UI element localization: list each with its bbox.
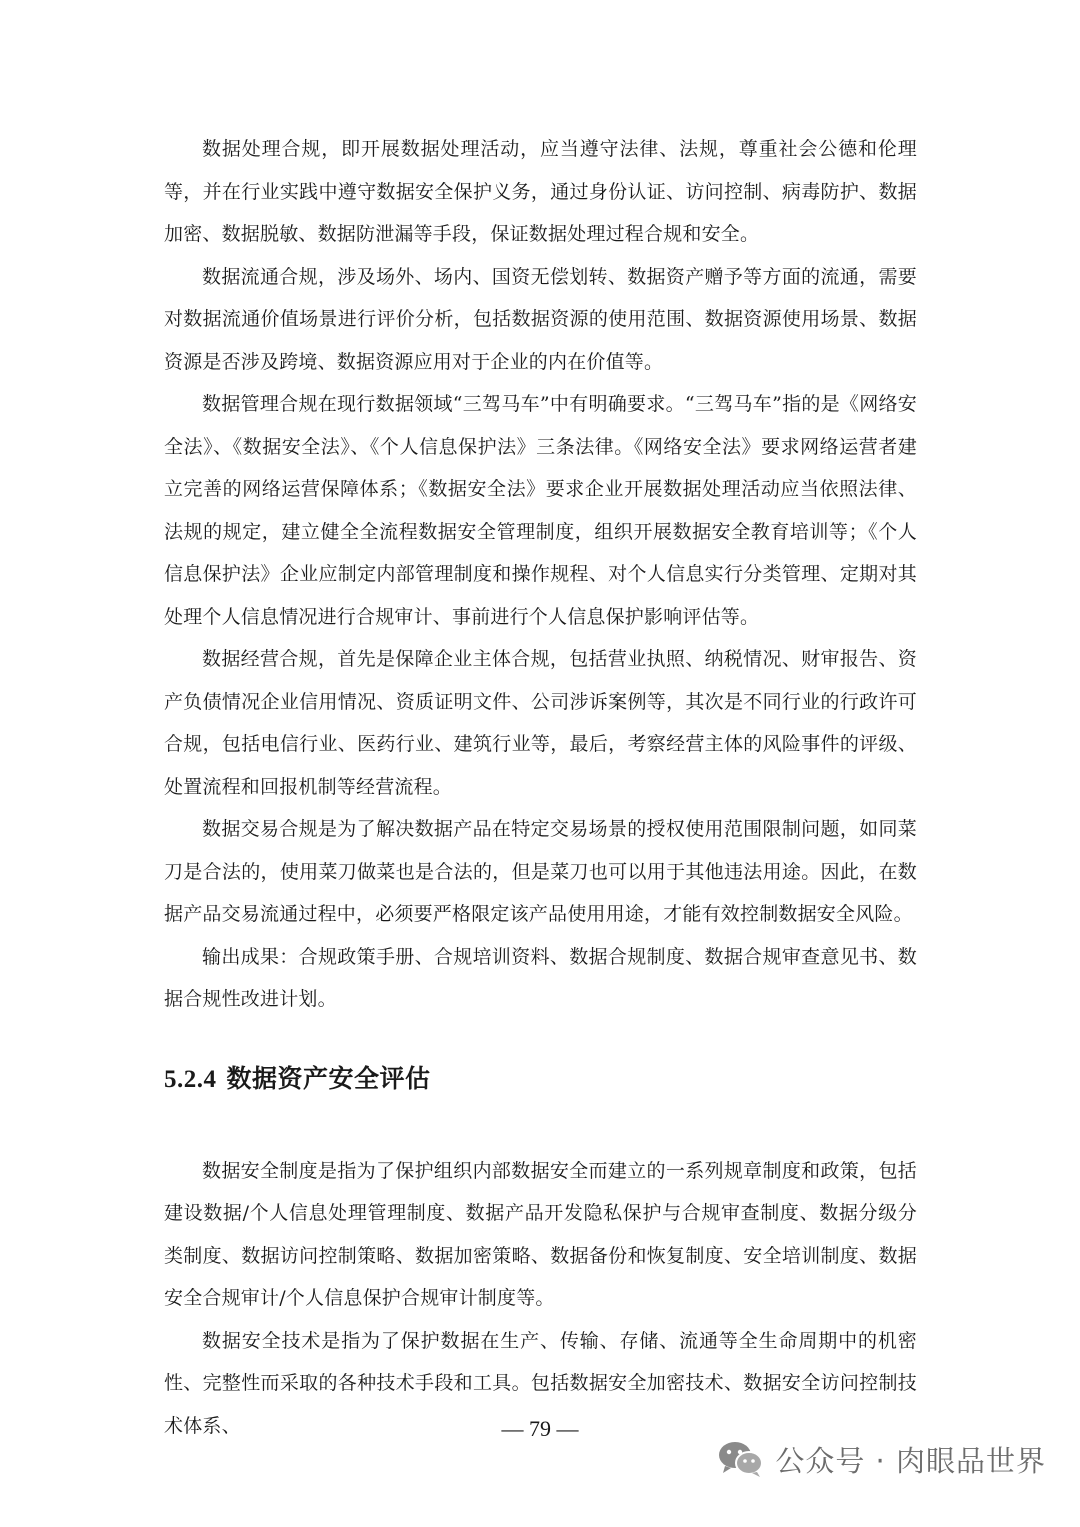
section-heading — [164, 1059, 917, 1100]
paragraph: 数据经营合规，首先是保障企业主体合规，包括营业执照、纳税情况、财审报告、资产负债情况企业信用情况、资质证明文件、公司涉诉案例等，其次是不同行业的行政许可合规，包括电信行业、医药行业、建筑行业等，最后，考察经营主体的风险事件的评级、处置流程和回报机制等经营流程。 — [164, 648, 917, 798]
paragraph: 数据流通合规，涉及场外、场内、国资无偿划转、数据资产赠予等方面的流通，需要对数据流通价值场景进行评价分析，包括数据资源的使用范围、数据资源使用场景、数据资源是否涉及跨境、数据资源应用对于企业的内在价值等。 — [164, 265, 917, 373]
paragraph: 数据安全制度是指为了保护组织内部数据安全而建立的一系列规章制度和政策，包括建设数据/个人信息处理管理制度、数据产品开发隐私保护与合规审查制度、数据分级分类制度、数据访问控制策略、数据加密策略、数据备份和恢复制度、安全培训制度、数据安全合规审计/个人信息保护合规审计制度等。 — [164, 1159, 917, 1309]
page-content — [164, 128, 917, 1447]
page-number: — 79 — — [501, 1416, 579, 1441]
section-title: 数据资产安全评估 — [226, 1063, 431, 1093]
wechat-icon — [717, 1439, 765, 1479]
paragraph: 数据交易合规是为了解决数据产品在特定交易场景的授权使用范围限制问题，如同菜刀是合法的，使用菜刀做菜也是合法的，但是菜刀也可以用于其他违法用途。因此，在数据产品交易流通过程中，必须要严格限定该产品使用用途，才能有效控制数据安全风险。 — [164, 818, 917, 925]
paragraph: 输出成果：合规政策手册、合规培训资料、数据合规制度、数据合规审查意见书、数据合规性改进计划。 — [164, 945, 917, 1010]
watermark — [717, 1437, 1046, 1481]
paragraph: 数据处理合规，即开展数据处理活动，应当遵守法律、法规，尊重社会公德和伦理等，并在行业实践中遵守数据安全保护义务，通过身份认证、访问控制、病毒防护、数据加密、数据脱敏、数据防泄漏等手段，保证数据处理过程合规和安全。 — [164, 138, 917, 245]
paragraph: 数据管理合规在现行数据领域“三驾马车”中有明确要求。“三驾马车”指的是《网络安全法》、《数据安全法》、《个人信息保护法》三条法律。《网络安全法》要求网络运营者建立完善的网络运营保障体系；《数据安全法》要求企业开展数据处理活动应当依照法律、法规的规定，建立健全全流程数据安全管理制度，组织开展数据安全教育培训等；《个人信息保护法》企业应制定内部管理制度和操作规程、对个人信息实行分类管理、定期对其处理个人信息情况进行合规审计、事前进行个人信息保护影响评估等。 — [164, 393, 917, 628]
paragraph: 数据安全技术是指为了保护数据在生产、传输、存储、流通等全生命周期中的机密性、完整性而采取的各种技术手段和工具。包括数据安全加密技术、数据安全访问控制技术体系、 — [164, 1329, 917, 1437]
section-number: 5.2.4 — [164, 1065, 217, 1093]
watermark-text: 公众号 · 肉眼品世界 — [775, 1443, 1046, 1478]
